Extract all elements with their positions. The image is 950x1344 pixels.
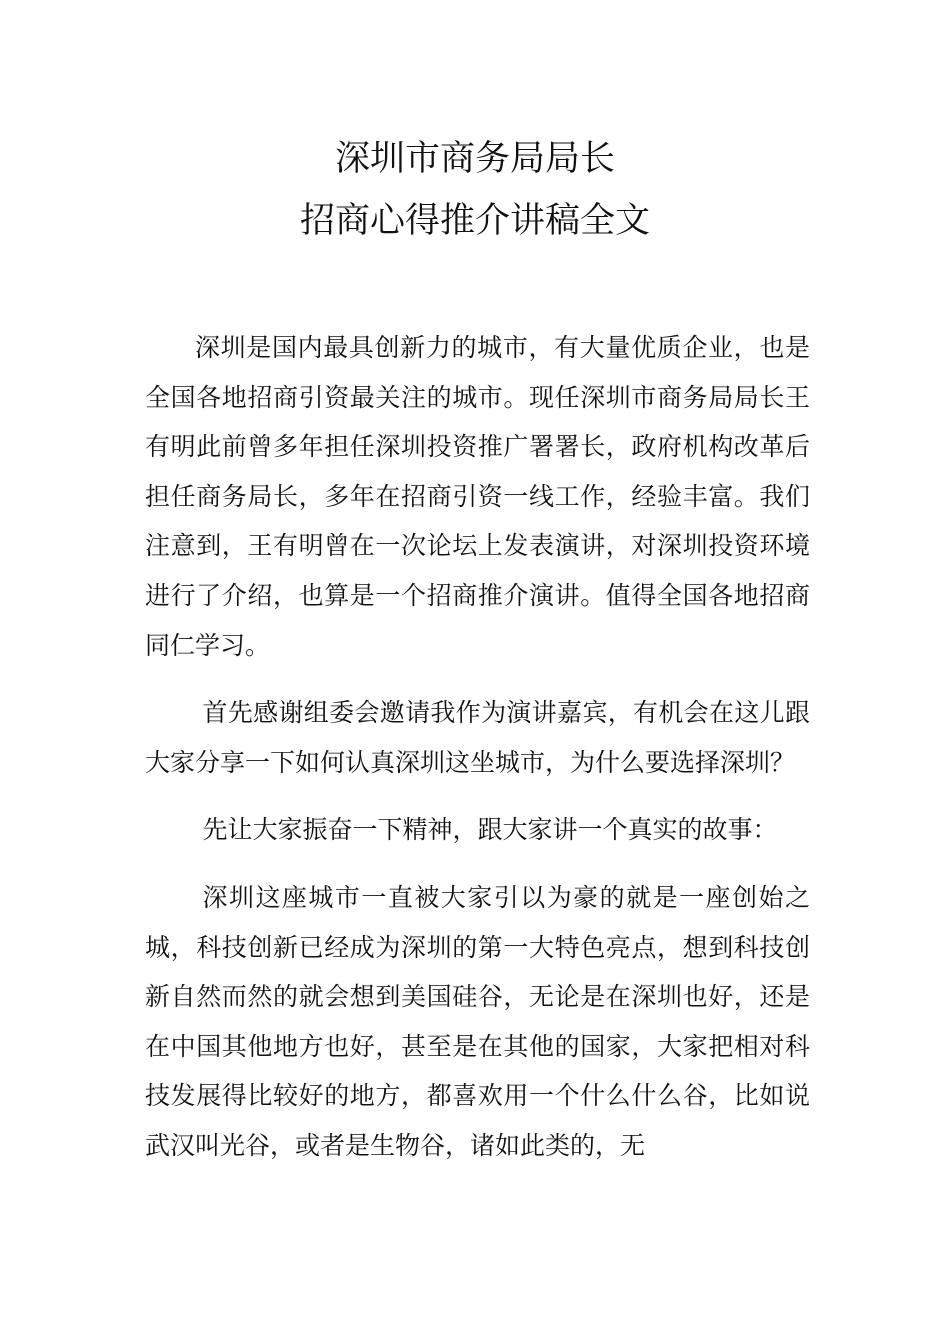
paragraph-story-intro: 先让大家振奋一下精神，跟大家讲一个真实的故事： [202, 815, 778, 845]
paragraph-innovation: 深圳这座城市一直被大家引以为豪的就是一座创始之城，科技创新已经成为深圳的第一大特色亮点，想到科技创新自然而然的就会想到美国硅谷，无论是在深圳也好，还是在中国其他地方也好，甚至是在其他的国家，大家把相对科技发展得比较好的地方，都喜欢用一个什么什么谷，比如说武汉叫光谷，或者是生物谷，诸如此类的，无 [145, 882, 810, 1160]
document-title [0, 128, 950, 252]
title-line-2: 招商心得推介讲稿全文 [299, 201, 650, 241]
document-body [145, 323, 810, 1189]
paragraph-thanks: 首先感谢组委会邀请我作为演讲嘉宾，有机会在这儿跟大家分享一下如何认真深圳这坐城市，为什么要选择深圳？ [145, 698, 810, 777]
paragraph-intro: 深圳是国内最具创新力的城市，有大量优质企业，也是全国各地招商引资最关注的城市。现任深圳市商务局局长王有明此前曾多年担任深圳投资推广署署长，政府机构改革后担任商务局长，多年在招商引资一线工作，经验丰富。我们注意到，王有明曾在一次论坛上发表演讲，对深圳投资环境进行了介绍，也算是一个招商推介演讲。值得全国各地招商同仁学习。 [145, 333, 810, 660]
title-line-1: 深圳市商务局局长 [334, 139, 615, 179]
